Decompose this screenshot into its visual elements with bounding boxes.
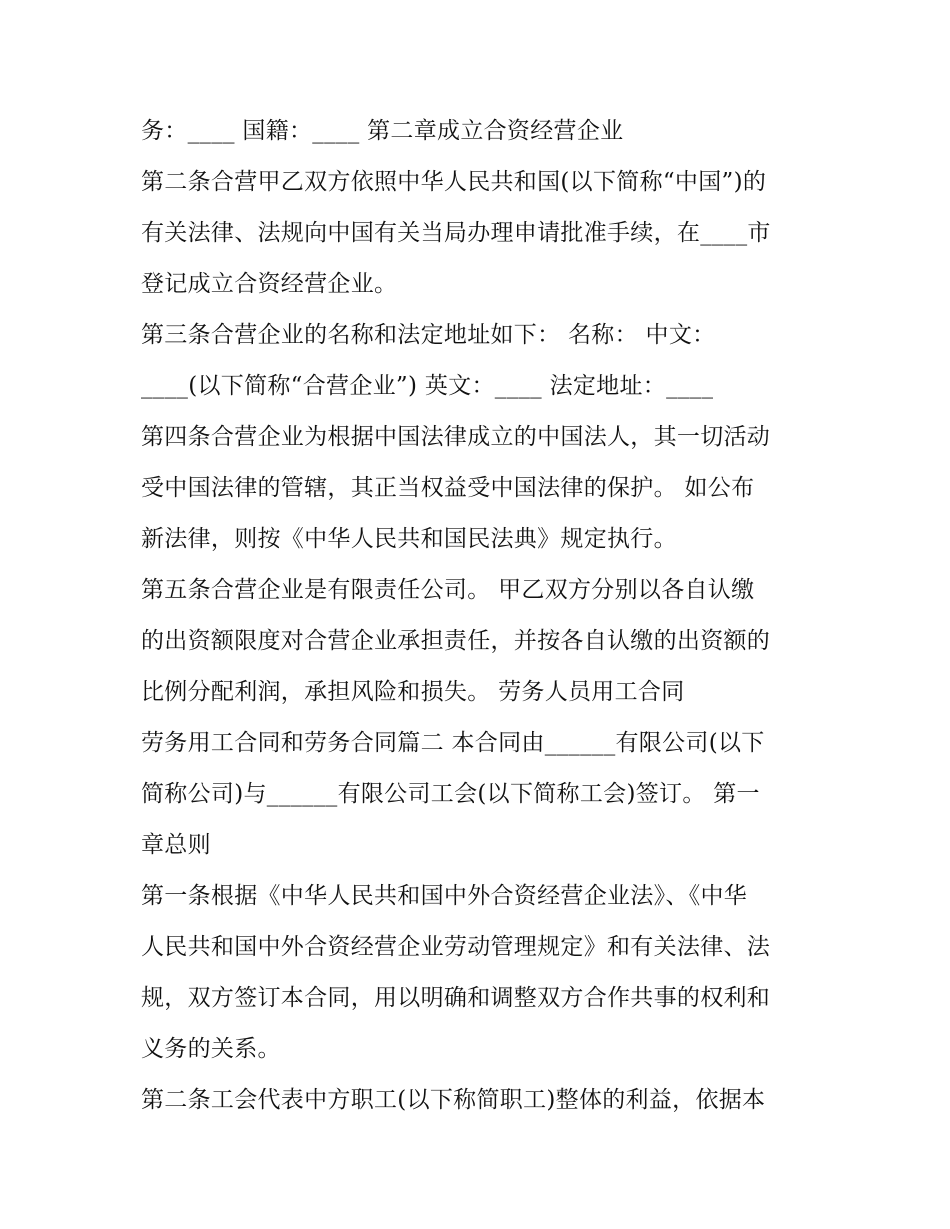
text-line: 人民共和国中外合资经营企业劳动管理规定》和有关法律、法	[141, 934, 771, 960]
text-line: 第二条工会代表中方职工(以下称简职工)整体的利益，依据本	[141, 1087, 766, 1113]
text-line: 有关法律、法规向中国有关当局办理申请批准手续，在____市	[141, 220, 771, 246]
contract-body-text	[141, 106, 821, 1126]
text-line: 登记成立合资经营企业。	[141, 271, 398, 297]
text-line: 的出资额限度对合营企业承担责任，并按各自认缴的出资额的	[141, 628, 771, 654]
text-line: ____(以下简称“合营企业”) 英文：____ 法定地址：____	[141, 373, 714, 399]
text-line: 简称公司)与______有限公司工会(以下简称工会)签订。 第一	[141, 781, 760, 807]
text-line: 章总则	[141, 832, 211, 858]
text-line: 第一条根据《中华人民共和国中外合资经营企业法》、《中华	[141, 883, 748, 909]
text-line: 规，双方签订本合同，用以明确和调整双方合作共事的权利和	[141, 985, 771, 1011]
text-line: 义务的关系。	[141, 1036, 281, 1062]
text-line: 第三条合营企业的名称和法定地址如下： 名称： 中文：	[141, 322, 716, 348]
text-line: 第五条合营企业是有限责任公司。 甲乙双方分别以各自认缴	[141, 577, 755, 603]
text-line: 第二条合营甲乙双方依照中华人民共和国(以下简称“中国”)的	[141, 169, 767, 195]
text-line: 务：____ 国籍：____ 第二章成立合资经营企业	[141, 118, 624, 144]
text-line: 第四条合营企业为根据中国法律成立的中国法人，其一切活动	[141, 424, 771, 450]
text-line: 新法律，则按《中华人民共和国民法典》规定执行。	[141, 526, 677, 552]
text-line: 比例分配利润，承担风险和损失。 劳务人员用工合同	[141, 679, 685, 705]
text-line: 劳务用工合同和劳务合同篇二 本合同由______有限公司(以下	[141, 730, 765, 756]
text-line: 受中国法律的管辖，其正当权益受中国法律的保护。 如公布	[141, 475, 755, 501]
